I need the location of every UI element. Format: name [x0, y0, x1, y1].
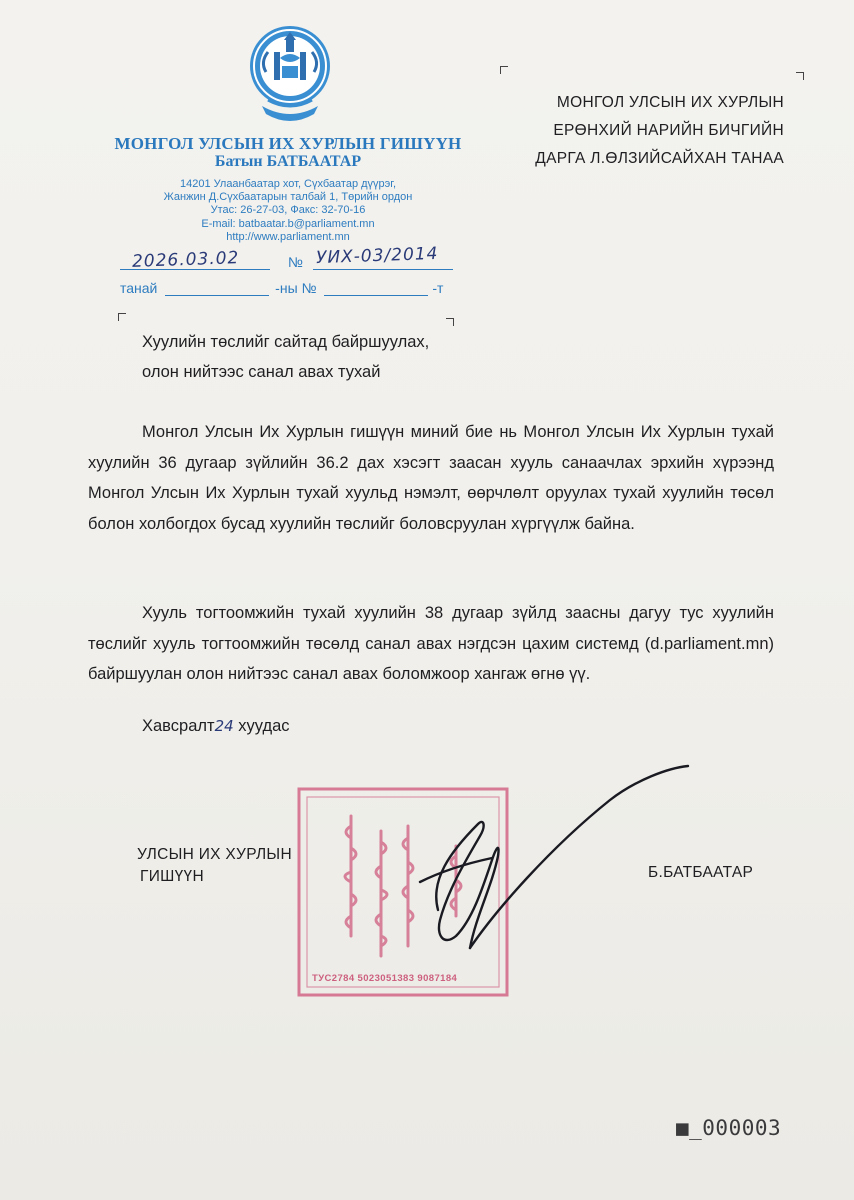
subject-line: Хуулийн төслийг сайтад байршуулах, — [142, 333, 430, 351]
contact-phone: Утас: 26-27-03, Факс: 32-70-16 — [210, 204, 366, 217]
letterhead-contact — [110, 178, 466, 244]
body-paragraph-1: Монгол Улсын Их Хурлын гишүүн миний бие нь Монгол Улсын Их Хурлын тухай хуулийн 36 дугаар зүйлийн 36.2 дах хэсэгт заасан хууль санаачлах эрхийн хүрээнд Монгол Улсын Их Хурлын тухай хуульд нэмэлт, өөрчлөлт оруулах тухай хуулийн төсөл болон холбогдох бусад хуулийн төслийг боловсруулан хүргүүлж байна. — [88, 423, 774, 533]
attachment-label: Хавсралт — [142, 717, 215, 735]
handwritten-date: 2026.03.02 — [131, 248, 240, 272]
subject-line: олон нийтээс санал авах тухай — [142, 363, 381, 381]
attachment-count: 24 — [214, 717, 234, 735]
recipient-line: ЕРӨНХИЙ НАРИЙН БИЧГИЙН — [553, 122, 784, 139]
signatory-name: Б.БАТБААТАР — [648, 864, 754, 881]
letterhead-title: МОНГОЛ УЛСЫН ИХ ХУРЛЫН ГИШҮҮН — [114, 134, 462, 153]
stamp-digits: ТУС2784 5023051383 9087184 — [312, 973, 458, 984]
signatory-title-line: УЛСЫН ИХ ХУРЛЫН — [137, 846, 292, 863]
recipient-line: МОНГОЛ УЛСЫН ИХ ХУРЛЫН — [556, 94, 784, 111]
number-label: № — [287, 254, 303, 270]
handwritten-number: УИХ-03/2014 — [315, 243, 439, 269]
contact-address-line: Жанжин Д.Сүхбаатарын талбай 1, Төрийн ордон — [163, 191, 413, 204]
corner-mark — [446, 318, 454, 326]
subject-block — [142, 327, 472, 387]
official-stamp — [296, 786, 510, 998]
row2-suffix: -т — [432, 280, 444, 296]
row2-middle: -ны № — [275, 280, 317, 296]
corner-mark — [118, 313, 126, 321]
row2-prefix: танай — [120, 280, 158, 296]
contact-email: E-mail: batbaatar.b@parliament.mn — [201, 217, 375, 230]
signatory-title-line: ГИШҮҮН — [140, 868, 204, 885]
page-number: ■_000003 — [676, 1116, 782, 1140]
recipient-block — [500, 89, 784, 173]
signatory-title — [137, 844, 292, 888]
reference-row-2 — [120, 280, 443, 296]
attachment-suffix: хуудас — [233, 717, 290, 735]
contact-website: http://www.parliament.mn — [226, 230, 350, 243]
contact-address-line: 14201 Улаанбаатар хот, Сүхбаатар дүүрэг, — [180, 178, 396, 190]
corner-mark — [796, 72, 804, 80]
body-paragraph-2: Хууль тогтоомжийн тухай хуулийн 38 дугаар зүйлд заасны дагуу тус хуулийн төслийг хууль тогтоомжийн төсөлд санал авах нэгдсэн цахим системд (d.parliament.mn) байршуулан олон нийтээс санал авах боломжоор хангаж өгнө үү. — [88, 604, 774, 683]
letterhead-name: Батын БАТБААТАР — [214, 153, 362, 170]
corner-mark — [500, 66, 508, 74]
attachment-line — [142, 717, 290, 736]
recipient-line: ДАРГА Л.ӨЛЗИЙСАЙХАН ТАНАА — [535, 150, 784, 167]
state-emblem-icon — [244, 22, 336, 130]
